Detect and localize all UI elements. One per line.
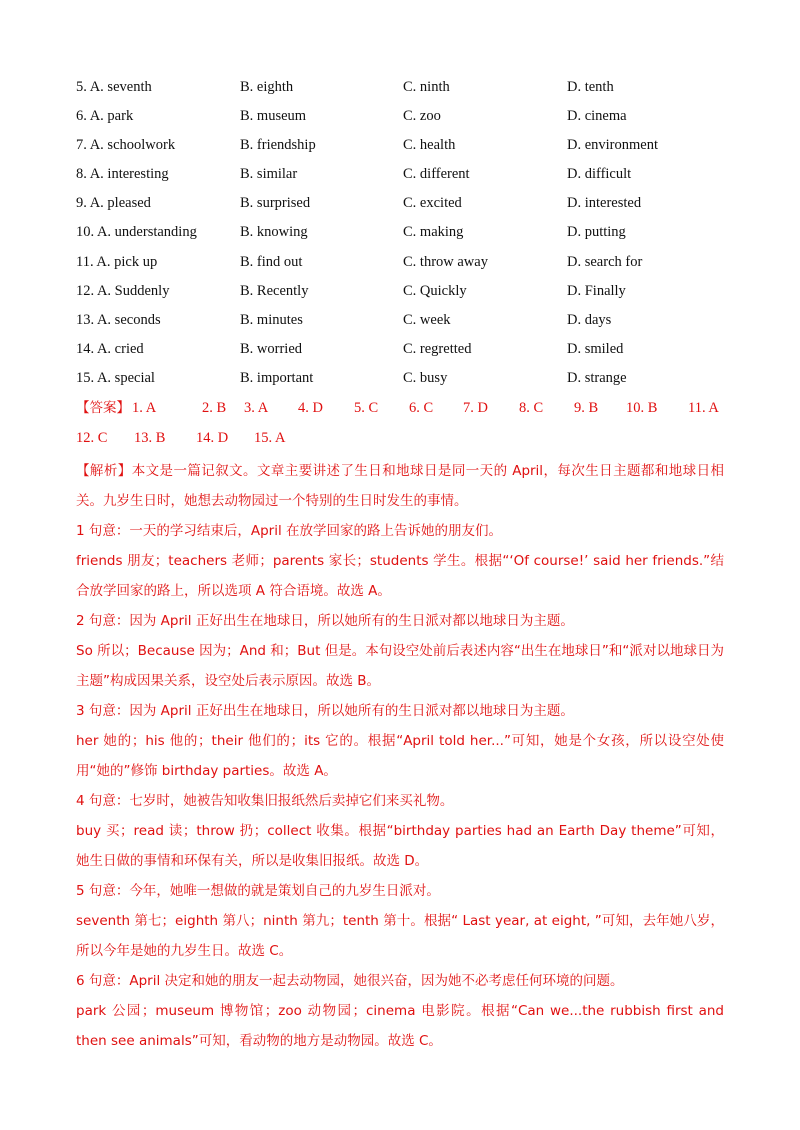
- option-a: [76, 105, 133, 127]
- option-c: C. making: [403, 224, 464, 241]
- option-d: D. strange: [567, 369, 627, 386]
- option-c: C. different: [403, 166, 470, 183]
- option-c: C. Quickly: [403, 282, 467, 299]
- option-b: B. surprised: [240, 195, 311, 212]
- question-number: 5.: [76, 79, 87, 95]
- analysis-text: park 公园；museum 博物馆；zoo 动物园；cinema 电影院。根据“Can we...the rubbish first and then see animals”可知，看动物的地方是动物园。故选 C。: [76, 1003, 724, 1049]
- option-b: B. find out: [240, 253, 303, 270]
- answer-item: 7. D: [463, 400, 488, 416]
- question-row: [76, 134, 736, 163]
- option-d: D. tenth: [567, 79, 614, 95]
- question-row: [76, 192, 736, 221]
- question-number: 12.: [76, 282, 95, 299]
- analysis-text: 3 句意：因为 April 正好出生在地球日，所以她所有的生日派对都以地球日为主题。: [76, 703, 574, 719]
- analysis-text: 6 句意：April 决定和她的朋友一起去动物园，她很兴奋，因为她不必考虑任何环境的问题。: [76, 973, 624, 989]
- question-row: [76, 367, 736, 396]
- option-d: D. Finally: [567, 282, 626, 299]
- analysis-paragraph: [76, 906, 724, 966]
- answer-item: 3. A: [244, 400, 269, 416]
- question-number: 6.: [76, 108, 87, 125]
- analysis-text: 4 句意：七岁时，她被告知收集旧报纸然后卖掉它们来买礼物。: [76, 793, 454, 809]
- option-a-text: A. cried: [96, 340, 144, 357]
- analysis-paragraph: [76, 876, 724, 906]
- option-c: C. health: [403, 137, 456, 154]
- answer-item: 2. B: [202, 400, 227, 416]
- question-row: [76, 309, 736, 338]
- option-b: B. worried: [240, 340, 303, 357]
- option-b: B. friendship: [240, 137, 316, 154]
- option-d: D. interested: [567, 195, 642, 212]
- option-a-text: A. interesting: [89, 166, 169, 183]
- option-a-text: A. pleased: [89, 195, 151, 212]
- answer-item: 14. D: [196, 430, 229, 446]
- option-a-text: A. schoolwork: [89, 137, 176, 154]
- answer-item: 11. A: [688, 400, 719, 416]
- option-a: [76, 251, 157, 273]
- option-b: B. eighth: [240, 79, 294, 95]
- analysis-paragraph: [76, 966, 724, 996]
- question-number: 9.: [76, 195, 87, 212]
- answer-item: 12. C: [76, 430, 108, 446]
- option-a-text: A. seconds: [96, 311, 161, 328]
- question-row: [76, 163, 736, 192]
- analysis-paragraph: [76, 696, 724, 726]
- question-number: 10.: [76, 224, 95, 241]
- option-b: B. Recently: [240, 282, 309, 299]
- analysis-paragraph: [76, 786, 724, 816]
- option-c: C. excited: [403, 195, 462, 212]
- option-a-text: A. seventh: [89, 79, 152, 95]
- answer-item: 15. A: [254, 430, 286, 446]
- option-d: D. days: [567, 311, 612, 328]
- question-number: 7.: [76, 137, 87, 154]
- analysis-paragraph: [76, 726, 724, 786]
- analysis-intro: [76, 456, 724, 516]
- option-c: C. busy: [403, 369, 448, 386]
- option-a: [76, 221, 197, 243]
- option-c: C. ninth: [403, 79, 450, 95]
- option-a-text: A. special: [96, 369, 155, 386]
- analysis-text: 本文是一篇记叙文。文章主要讲述了生日和地球日是同一天的 April，每次生日主题都和地球日相关。九岁生日时，她想去动物园过一个特别的生日时发生的事情。: [76, 463, 725, 509]
- analysis-section: [76, 456, 724, 1056]
- answer-item: 6. C: [409, 400, 434, 416]
- answer-key: [76, 396, 736, 456]
- option-b: B. minutes: [240, 311, 303, 328]
- option-c: C. regretted: [403, 340, 472, 357]
- analysis-text: buy 买；read 读；throw 扔；collect 收集。根据“birthday parties had an Earth Day theme”可知，她生日做的事情和环保有关，所以是收集旧报纸。故选 D。: [76, 823, 724, 869]
- answer-tag: 【答案】: [76, 400, 130, 416]
- answer-item: 8. C: [519, 400, 544, 416]
- question-row: [76, 338, 736, 367]
- analysis-paragraph: [76, 636, 724, 696]
- question-number: 15.: [76, 369, 95, 386]
- option-d: D. smiled: [567, 340, 624, 357]
- option-a: [76, 338, 144, 360]
- analysis-text: 1 句意：一天的学习结束后，April 在放学回家的路上告诉她的朋友们。: [76, 523, 503, 539]
- option-d: D. environment: [567, 137, 659, 154]
- answer-item: 4. D: [298, 400, 323, 416]
- answer-item: 9. B: [574, 400, 599, 416]
- option-c: C. throw away: [403, 253, 488, 270]
- option-a: [76, 76, 152, 98]
- answer-item: 1. A: [132, 400, 157, 416]
- analysis-text: seventh 第七；eighth 第八；ninth 第九；tenth 第十。根据“ Last year, at eight, ”可知，去年她八岁，所以今年是她的九岁生日。故选 C。: [76, 913, 724, 959]
- analysis-paragraph: [76, 516, 724, 546]
- option-c: C. zoo: [403, 108, 441, 125]
- answer-item: 13. B: [134, 430, 166, 446]
- option-a: [76, 134, 175, 156]
- options-table: [76, 76, 736, 396]
- question-row: [76, 76, 736, 105]
- analysis-text: 2 句意：因为 April 正好出生在地球日，所以她所有的生日派对都以地球日为主题。: [76, 613, 574, 629]
- answer-item: 5. C: [354, 400, 379, 416]
- option-a-text: A. Suddenly: [96, 282, 170, 299]
- option-b: B. similar: [240, 166, 298, 183]
- option-d: D. cinema: [567, 108, 627, 125]
- option-b: B. important: [240, 369, 314, 386]
- answer-row: [76, 396, 736, 426]
- question-row: [76, 105, 736, 134]
- option-a: [76, 367, 155, 389]
- option-a: [76, 163, 169, 185]
- option-a: [76, 309, 161, 331]
- analysis-paragraph: [76, 546, 724, 606]
- analysis-paragraph: [76, 996, 724, 1056]
- analysis-tag: 【解析】: [76, 463, 132, 479]
- answer-row: [76, 426, 736, 456]
- analysis-paragraph: [76, 606, 724, 636]
- question-row: [76, 251, 736, 280]
- question-number: 11.: [76, 253, 94, 270]
- analysis-text: So 所以；Because 因为；And 和；But 但是。本句设空处前后表述内容“出生在地球日”和“派对以地球日为主题”构成因果关系，设空处后表示原因。故选 B。: [76, 643, 724, 689]
- option-d: D. search for: [567, 253, 643, 270]
- question-row: [76, 280, 736, 309]
- option-b: B. museum: [240, 108, 307, 125]
- option-d: D. putting: [567, 224, 626, 241]
- question-number: 8.: [76, 166, 87, 183]
- answer-item: 10. B: [626, 400, 658, 416]
- analysis-paragraph: [76, 816, 724, 876]
- option-a-text: A. pick up: [96, 253, 158, 270]
- option-a: [76, 280, 169, 302]
- option-a-text: A. understanding: [96, 224, 197, 241]
- question-number: 13.: [76, 311, 95, 328]
- option-a-text: A. park: [89, 108, 134, 125]
- option-d: D. difficult: [567, 166, 632, 183]
- question-number: 14.: [76, 340, 95, 357]
- option-b: B. knowing: [240, 224, 308, 241]
- analysis-text: 5 句意：今年，她唯一想做的就是策划自己的九岁生日派对。: [76, 883, 440, 899]
- option-c: C. week: [403, 311, 451, 328]
- analysis-text: her 她的；his 他的；their 他们的；its 它的。根据“April told her...”可知，她是个女孩，所以设空处使用“她的”修饰 birthday parties。故选 A。: [76, 733, 724, 779]
- option-a: [76, 192, 151, 214]
- question-row: [76, 221, 736, 250]
- analysis-text: friends 朋友；teachers 老师；parents 家长；students 学生。根据“‘Of course!’ said her friends.”结合放学回家的路上，所以选项 A 符合语境。故选 A。: [76, 553, 724, 599]
